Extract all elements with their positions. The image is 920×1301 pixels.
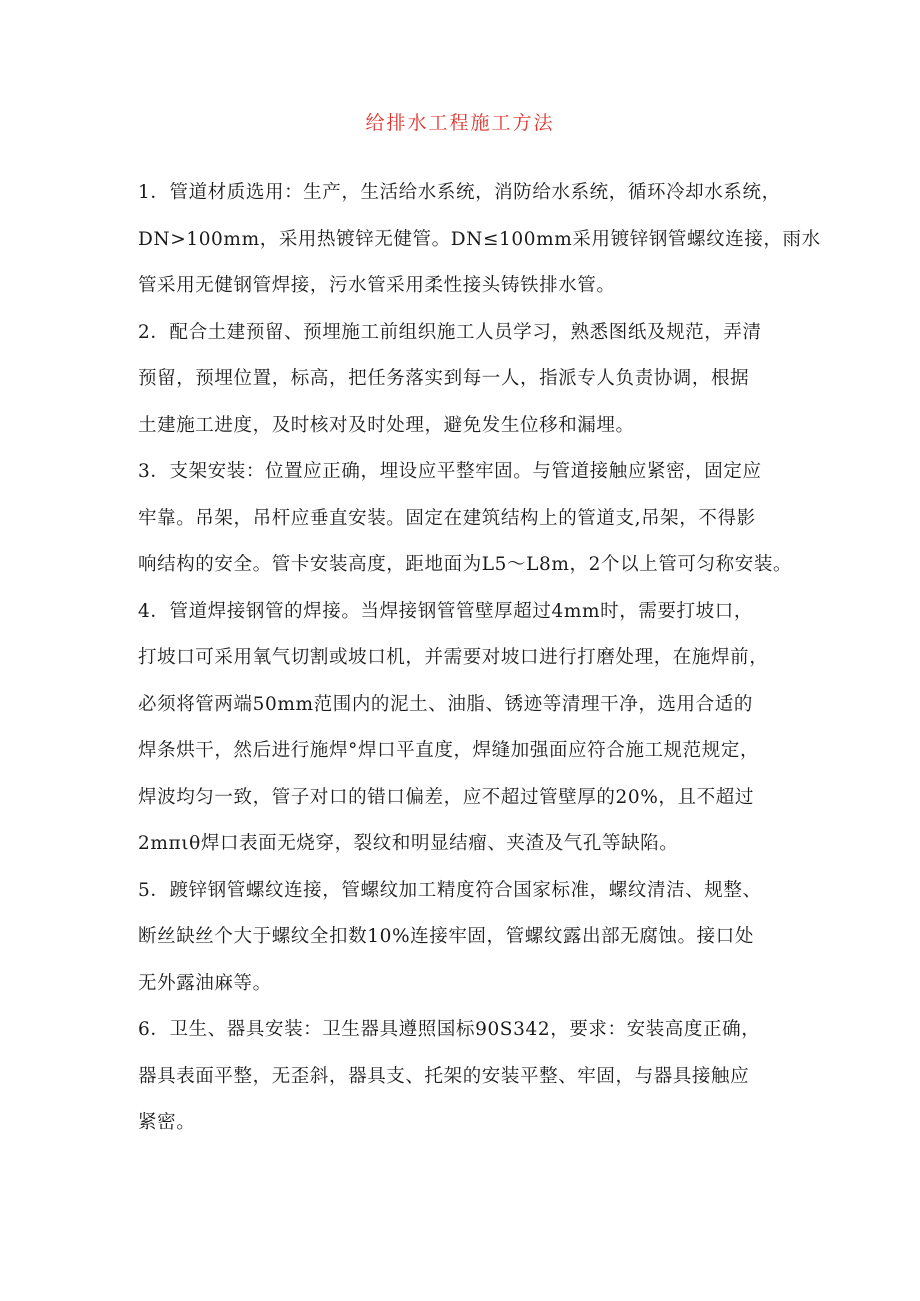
- paragraph-6-line-2: 器具表面平整，无歪斜，器具支、托架的安装平整、牢固，与器具接触应: [138, 1065, 750, 1087]
- paragraph-5-line-3: 无外露油麻等。: [138, 972, 272, 994]
- paragraph-4-line-6: 2mπιθ焊口表面无烧穿，裂纹和明显结瘤、夹渣及气孔等缺陷。: [138, 833, 679, 854]
- document-title: 给排水工程施工方法: [365, 112, 555, 134]
- document-body: [138, 170, 821, 1147]
- paragraph-2-line-1: 2．配合土建预留、预埋施工前组织施工人员学习，熟悉图纸及规范，弄清: [138, 321, 762, 343]
- paragraph-3-line-2: 牢靠。吊架，吊杆应垂直安装。固定在建筑结构上的管道支,吊架，不得影: [138, 507, 756, 529]
- paragraph-4-line-4: 焊条烘干，然后进行施焊°焊口平直度，焊缝加强面应符合施工规范规定，: [138, 740, 760, 761]
- paragraph-4-line-2: 打坡口可采用氧气切割或坡口机，并需要对坡口进行打磨处理，在施焊前，: [138, 647, 769, 668]
- paragraph-1-line-1: 1．管道材质选用：生产，生活给水系统，消防给水系统，循环冷却水系统，: [138, 182, 781, 203]
- paragraph-5-line-1: 5．踱锌钢管螺纹连接，管螺纹加工精度符合国家标准，螺纹清洁、规整、: [138, 879, 762, 901]
- paragraph-4-line-3: 必须将管两端50mm范围内的泥土、油脂、锈迹等清理干净，选用合适的: [138, 693, 753, 715]
- paragraph-2-line-2: 预留，预埋位置，标高，把任务落实到每一人，指派专人负责协调，根据: [138, 368, 750, 389]
- paragraph-3-line-3: 响结构的安全。管卡安装高度，距地面为L5～L8m，2个以上管可匀称安装。: [138, 554, 793, 575]
- paragraph-4-line-5: 焊波均匀一致，管子对口的错口偏差，应不超过管壁厚的20%，且不超过: [138, 786, 754, 808]
- paragraph-5-line-2: 断丝缺丝个大于螺纹全扣数10%连接牢固，管螺纹露出部无腐蚀。接口处: [138, 926, 754, 947]
- paragraph-1-line-3: 管采用无健钢管焊接，污水管采用柔性接头铸铁排水管。: [138, 275, 616, 296]
- paragraph-2-line-3: 土建施工进度，及时核对及时处理，避免发生位移和漏埋。: [138, 414, 635, 436]
- paragraph-6-line-1: 6．卫生、器具安装：卫生器具遵照国标90S342，要求：安装高度正确，: [138, 1019, 761, 1040]
- paragraph-6-line-3: 紧密。: [138, 1112, 196, 1133]
- paragraph-1-line-2: DN>100mm，采用热镀锌无健管。DN≤100mm采用镀锌钢管螺纹连接，雨水: [138, 228, 821, 250]
- paragraph-4-line-1: 4．管道焊接钢管的焊接。当焊接钢管管壁厚超过4mm时，需要打坡口，: [138, 600, 753, 622]
- paragraph-3-line-1: 3．支架安装：位置应正确，埋设应平整牢固。与管道接触应紧密，固定应: [138, 461, 762, 482]
